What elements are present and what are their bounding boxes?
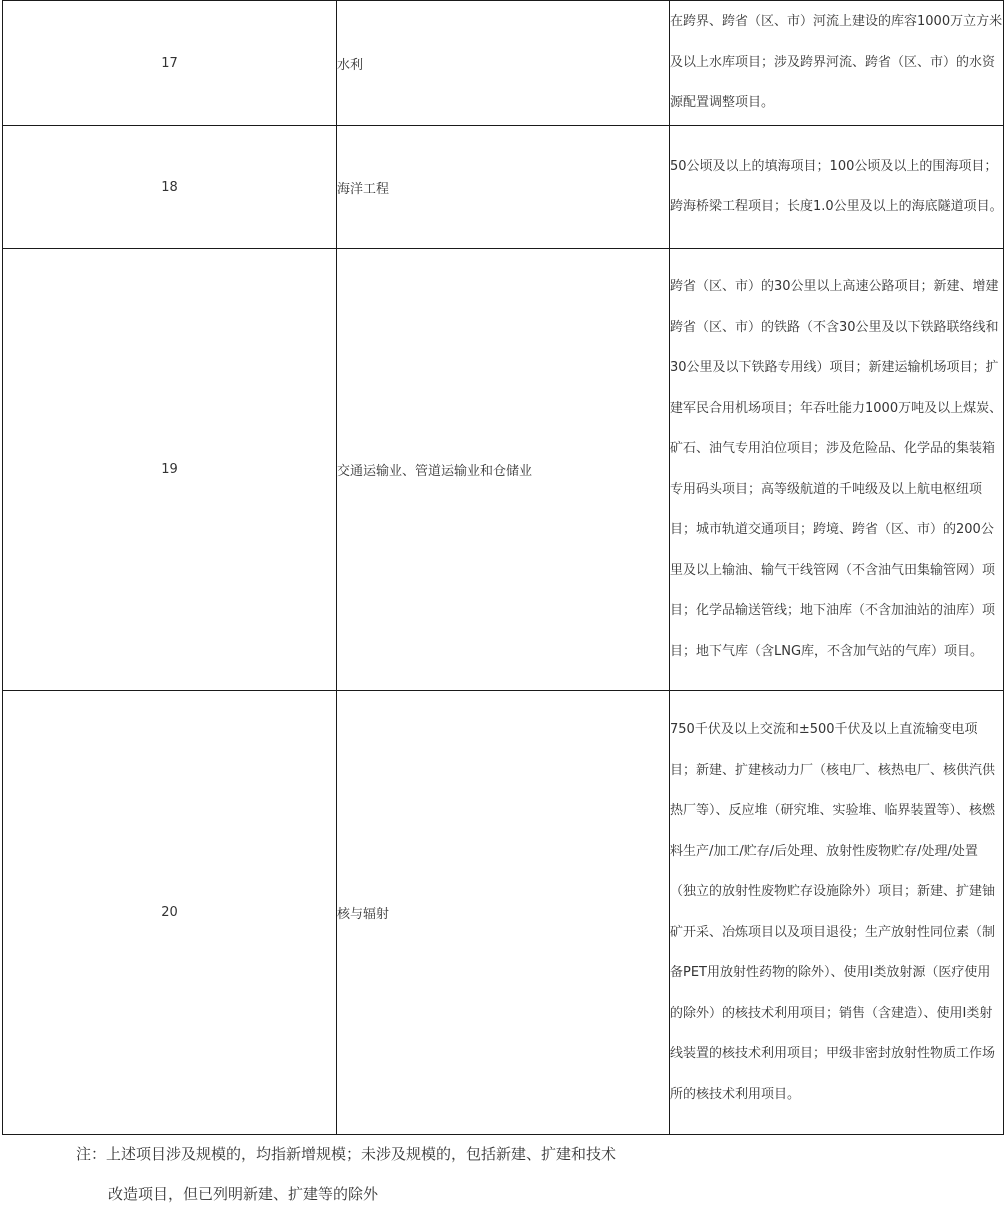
table-row <box>3 691 1004 1135</box>
row-category: 水利 <box>337 1 670 126</box>
row-category: 核与辐射 <box>337 691 670 1135</box>
row-description: 750千伏及以上交流和±500千伏及以上直流输变电项目；新建、扩建核动力厂（核电厂、核热电厂、核供汽供热厂等）、反应堆（研究堆、实验堆、临界装置等）、核燃料生产/加工/贮存/后处理、放射性废物贮存/处理/处置（独立的放射性废物贮存设施除外）项目；新建、扩建铀矿开采、冶炼项目以及项目退役；生产放射性同位素（制备PET用放射性药物的除外）、使用Ⅰ类放射源（医疗使用的除外）的核技术利用项目；销售（含建造）、使用Ⅰ类射线装置的核技术利用项目；甲级非密封放射性物质工作场所的核技术利用项目。 <box>670 691 1004 1135</box>
footnote-line-1: 注：上述项目涉及规模的，均指新增规模；未涉及规模的，包括新建、扩建和技术 <box>76 1145 617 1163</box>
row-description: 跨省（区、市）的30公里以上高速公路项目；新建、增建跨省（区、市）的铁路（不含30公里及以下铁路联络线和30公里及以下铁路专用线）项目；新建运输机场项目；扩建军民合用机场项目；年吞吐能力1000万吨及以上煤炭、矿石、油气专用泊位项目；涉及危险品、化学品的集装箱专用码头项目；高等级航道的千吨级及以上航电枢纽项目；城市轨道交通项目；跨境、跨省（区、市）的200公里及以上输油、输气干线管网（不含油气田集输管网）项目；化学品输送管线；地下油库（不含加油站的油库）项目；地下气库（含LNG库，不含加气站的气库）项目。 <box>670 249 1004 691</box>
row-category: 海洋工程 <box>337 126 670 249</box>
table-row <box>3 1 1004 126</box>
row-category: 交通运输业、管道运输业和仓储业 <box>337 249 670 691</box>
project-table <box>2 0 1004 1135</box>
footnote-line-2: 改造项目，但已列明新建、扩建等的除外 <box>108 1185 379 1203</box>
table-row <box>3 126 1004 249</box>
row-number: 17 <box>3 1 337 126</box>
table-row <box>3 249 1004 691</box>
row-number: 18 <box>3 126 337 249</box>
row-number: 20 <box>3 691 337 1135</box>
row-description: 50公顷及以上的填海项目；100公顷及以上的围海项目；跨海桥梁工程项目；长度1.0公里及以上的海底隧道项目。 <box>670 126 1004 249</box>
row-description: 在跨界、跨省（区、市）河流上建设的库容1000万立方米及以上水库项目；涉及跨界河流、跨省（区、市）的水资源配置调整项目。 <box>670 1 1004 126</box>
row-number: 19 <box>3 249 337 691</box>
